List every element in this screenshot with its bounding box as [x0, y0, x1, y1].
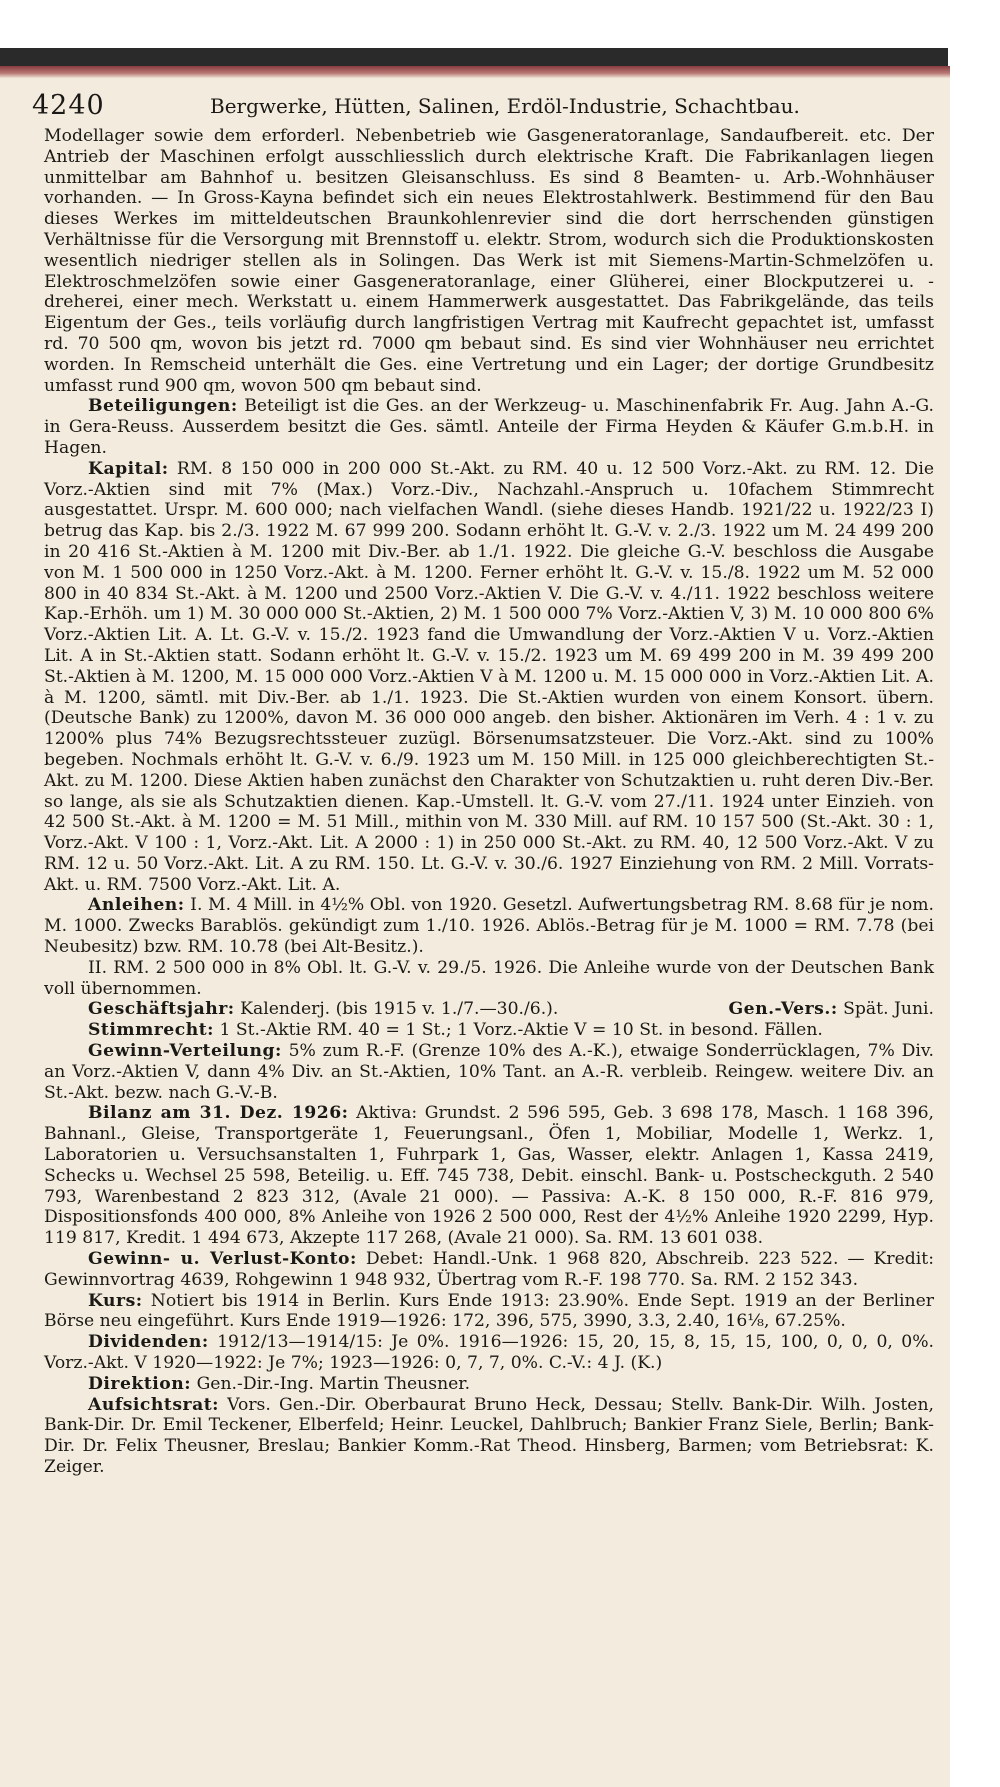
anleihen-ii-paragraph — [44, 958, 934, 1000]
dividenden-section — [44, 1332, 934, 1374]
section-label: Bilanz am 31. Dez. 1926: — [88, 1103, 349, 1124]
book-binding-edge — [0, 66, 950, 78]
scan-top-margin — [0, 0, 1000, 55]
section-label: Gen.-Vers.: — [728, 999, 838, 1020]
section-text: Vors. Gen.-Dir. Oberbaurat Bruno Heck, Dessau; Stellv. Bank-Dir. Wilh. Josten, Bank-Dir. Dr. Emil Teckener, Elberfeld; Heinr. Leuckel, Dahlbruch; Bankier Franz Siele, Berlin; Bank-Dir. Dr. Felix Theusner, Breslau; Bankier Komm.-Rat Theod. Hinsberg, Barmen; vom Betriebsrat: K. Zeiger. — [44, 1394, 934, 1477]
guv-section — [44, 1249, 934, 1291]
section-text: Gen.-Dir.-Ing. Martin Theusner. — [191, 1373, 471, 1394]
beteiligungen-section — [44, 396, 934, 458]
section-label: Gewinn-Verteilung: — [88, 1041, 282, 1062]
anleihen-section — [44, 895, 934, 957]
section-text: Debet: Handl.-Unk. 1 968 820, Abschreib. 223 522. — Kredit: Gewinnvortrag 4639, Rohgewinn 1 948 932, Übertrag vom R.-F. 198 770. Sa. RM. 2 152 343. — [44, 1249, 934, 1290]
direktion-section — [44, 1374, 934, 1395]
aufsichtsrat-section — [44, 1395, 934, 1478]
section-text: Beteiligt ist die Ges. an der Werkzeug- u. Maschinenfabrik Fr. Aug. Jahn A.-G. in Gera-Reuss. Ausserdem besitzt die Ges. sämtl. Anteile der Firma Heyden & Käufer G.m.b.H. in Hagen. — [44, 396, 934, 458]
gewinnverteilung-section — [44, 1041, 934, 1103]
section-label: Anleihen: — [88, 895, 185, 916]
section-label: Kurs: — [88, 1290, 143, 1311]
section-label: Beteiligungen: — [88, 396, 238, 417]
section-label: Dividenden: — [88, 1332, 209, 1353]
running-head: Bergwerke, Hütten, Salinen, Erdöl-Industrie, Schachtbau. — [210, 94, 800, 118]
stimmrecht-section — [44, 1020, 934, 1041]
geschaeftsjahr-entry — [88, 999, 558, 1020]
section-text: RM. 8 150 000 in 200 000 St.-Akt. zu RM. 40 u. 12 500 Vorz.-Akt. zu RM. 12. Die Vorz.-Aktien sind mit 7% (Max.) Vorz.-Div., Nachzahl.-Anspruch u. 10fachem Stimmrecht ausgestattet. Urspr. M. 600 000; nach vielfachen Wandl. (siehe dieses Handb. 1921/22 u. 1922/23 I) betrug das Kap. bis 2./3. 1922 M. 67 999 200. Sodann erhöht lt. G.-V. v. 2./3. 1922 um M. 24 499 200 in 20 416 St.-Aktien à M. 1200 mit Div.-Ber. ab 1./1. 1922. Die gleiche G.-V. beschloss die Ausgabe von M. 1 500 000 in 1250 Vorz.-Akt. à M. 1200. Ferner erhöht lt. G.-V. v. 15./8. 1922 um M. 52 000 800 in 40 834 St.-Akt. à M. 1200 und 2500 Vorz.-Aktien V. Die G.-V. v. 4./11. 1922 beschloss weitere Kap.-Erhöh. um 1) M. 30 000 000 St.-Aktien, 2) M. 1 500 000 7% Vorz.-Aktien V, 3) M. 10 000 800 6% Vorz.-Aktien Lit. A. Lt. G.-V. v. 15./2. 1923 fand die Umwandlung der Vorz.-Aktien V u. Vorz.-Aktien Lit. A in St.-Aktien statt. Sodann erhöht lt. G.-V. v. 15./2. 1923 um M. 69 499 200 in M. 39 499 200 St.-Aktien à M. 1200, M. 15 000 000 Vorz.-Aktien V à M. 1200 u. M. 15 000 000 in Vorz.-Aktien Lit. A. à M. 1200, sämtl. mit Div.-Ber. ab 1./1. 1923. Die St.-Aktien wurden von einem Konsort. übern. (Deutsche Bank) zu 1200%, davon M. 36 000 000 angeb. den bisher. Aktionären im Verh. 4 : 1 v. zu 1200% plus 74% Bezugsrechtssteuer zuzügl. Börsenumsatzsteuer. Die Vorz.-Akt. sind zu 100% begeben. Nochmals erhöht lt. G.-V. v. 6./9. 1923 um M. 150 Mill. in 125 000 gleichberechtigten St.-Akt. zu M. 1200. Diese Aktien haben zunächst den Charakter von Schutzaktien u. ruht deren Div.-Ber. so lange, als sie als Schutzaktien dienen. Kap.-Umstell. lt. G.-V. vom 27./11. 1924 unter Einzieh. von 42 500 St.-Akt. à M. 1200 = M. 51 Mill., mithin von M. 330 Mill. auf RM. 10 157 500 (St.-Akt. 30 : 1, Vorz.-Akt. V 100 : 1, Vorz.-Akt. Lit. A 2000 : 1) in 250 000 St.-Akt. zu RM. 40, 12 500 Vorz.-Akt. V zu RM. 12 u. 50 Vorz.-Akt. Lit. A zu RM. 150. Lt. G.-V. v. 30./6. 1927 Einziehung von RM. 2 Mill. Vorrats-Akt. u. RM. 7500 Vorz.-Akt. Lit. A. — [44, 458, 934, 895]
section-label: Kapital: — [88, 458, 169, 479]
section-text: Aktiva: Grundst. 2 596 595, Geb. 3 698 178, Masch. 1 168 396, Bahnanl., Gleise, Transportgeräte 1, Feuerungsanl., Öfen 1, Mobiliar, Modelle 1, Werkz. 1, Laboratorien u. Versuchsanstalten 1, Fuhrpark 1, Gas, Wasser, elektr. Anlagen 1, Kassa 2419, Schecks u. Wechsel 25 598, Beteilig. u. Eff. 745 738, Debit. einschl. Bank- u. Postscheckguth. 2 540 793, Warenbestand 2 823 312, (Avale 21 000). — Passiva: A.-K. 8 150 000, R.-F. 816 979, Dispositionsfonds 400 000, 8% Anleihe von 1926 2 500 000, Rest der 4½% Anleihe 1920 2299, Hyp. 119 817, Kredit. 1 494 673, Akzepte 117 268, (Avale 21 000). Sa. RM. 13 601 038. — [44, 1103, 934, 1249]
section-label: Direktion: — [88, 1373, 192, 1394]
page-body — [44, 126, 934, 1478]
page-number: 4240 — [32, 90, 105, 121]
section-label: Aufsichtsrat: — [88, 1394, 219, 1415]
section-text: 5% zum R.-F. (Grenze 10% des A.-K.), etwaige Sonderrücklagen, 7% Div. an Vorz.-Aktien V, dann 4% Div. an St.-Aktien, 10% Tant. an A.-R. verbleib. Reingew. weitere Div. an St.-Akt. bezw. nach G.-V.-B. — [44, 1041, 934, 1103]
section-text: II. RM. 2 500 000 in 8% Obl. lt. G.-V. v. 29./5. 1926. Die Anleihe wurde von der Deutschen Bank voll übernommen. — [44, 957, 934, 999]
scan-right-margin — [948, 48, 1000, 1787]
section-label: Gewinn- u. Verlust-Konto: — [88, 1249, 357, 1270]
bilanz-section — [44, 1103, 934, 1249]
intro-paragraph — [44, 126, 934, 396]
section-text: 1 St.-Aktie RM. 40 = 1 St.; 1 Vorz.-Aktie V = 10 St. in besond. Fällen. — [214, 1020, 823, 1041]
kapital-section — [44, 459, 934, 896]
section-text: Spät. Juni. — [837, 999, 934, 1020]
section-text: Kalenderj. (bis 1915 v. 1./7.—30./6.). — [234, 999, 559, 1020]
gen-vers-entry — [728, 999, 934, 1020]
scan-dark-edge — [0, 48, 950, 68]
section-text: 1912/13—1914/15: Je 0%. 1916—1926: 15, 20, 15, 8, 15, 15, 100, 0, 0, 0, 0%. Vorz.-Akt. V 1920—1922: Je 7%; 1923—1926: 0, 7, 7, 0%. C.-V.: 4 J. (K.) — [44, 1332, 934, 1374]
intro-text: Modellager sowie dem erforderl. Nebenbetrieb wie Gasgeneratoranlage, Sandaufbereit. etc. Der Antrieb der Maschinen erfolgt ausschliesslich durch elektrische Kraft. Die Fabrikanlagen liegen unmittelbar am Bahnhof u. besitzen Gleisanschluss. Es sind 8 Beamten- u. Arb.-Wohnhäuser vorhanden. — In Gross-Kayna befindet sich ein neues Elektrostahlwerk. Bestimmend für den Bau dieses Werkes im mitteldeutschen Braunkohlenrevier sind die dort herrschenden günstigen Verhältnisse für die Versorgung mit Brennstoff u. elektr. Strom, wodurch sich die Produktionskosten wesentlich niedriger stellen als in Solingen. Das Werk ist mit Siemens-Martin-Schmelzöfen u. Elektroschmelzöfen sowie einer Gasgeneratoranlage, einer Glüherei, einer Blockputzerei u. -dreherei, einer mech. Werkstatt u. einem Hammerwerk ausgestattet. Das Fabrikgelände, das teils Eigentum der Ges., teils vorläufig durch langfristigen Vertrag mit Kaufrecht gepachtet ist, umfasst rd. 70 500 qm, wovon bis jetzt rd. 7000 qm bebaut sind. Es sind vier Wohnhäuser neu errichtet worden. In Remscheid unterhält die Ges. eine Vertretung und ein Lager; der dortige Grundbesitz umfasst rund 900 qm, wovon 500 qm bebaut sind. — [44, 126, 934, 396]
geschaeftsjahr-row — [44, 999, 934, 1020]
kurs-section — [44, 1291, 934, 1333]
section-label: Geschäftsjahr: — [88, 999, 235, 1020]
page-header — [32, 86, 932, 126]
section-text: Notiert bis 1914 in Berlin. Kurs Ende 1913: 23.90%. Ende Sept. 1919 an der Berliner Börse neu eingeführt. Kurs Ende 1919—1926: 172, 396, 575, 3990, 3.3, 2.40, 16⅛, 67.25%. — [44, 1290, 934, 1332]
section-text: I. M. 4 Mill. in 4½% Obl. von 1920. Gesetzl. Aufwertungsbetrag RM. 8.68 für je nom. M. 1000. Zwecks Barablös. gekündigt zum 1./10. 1926. Ablös.-Betrag für je M. 1000 = RM. 7.78 (bei Neubesitz) bzw. RM. 10.78 (bei Alt-Besitz.). — [44, 895, 934, 958]
section-label: Stimmrecht: — [88, 1020, 214, 1041]
